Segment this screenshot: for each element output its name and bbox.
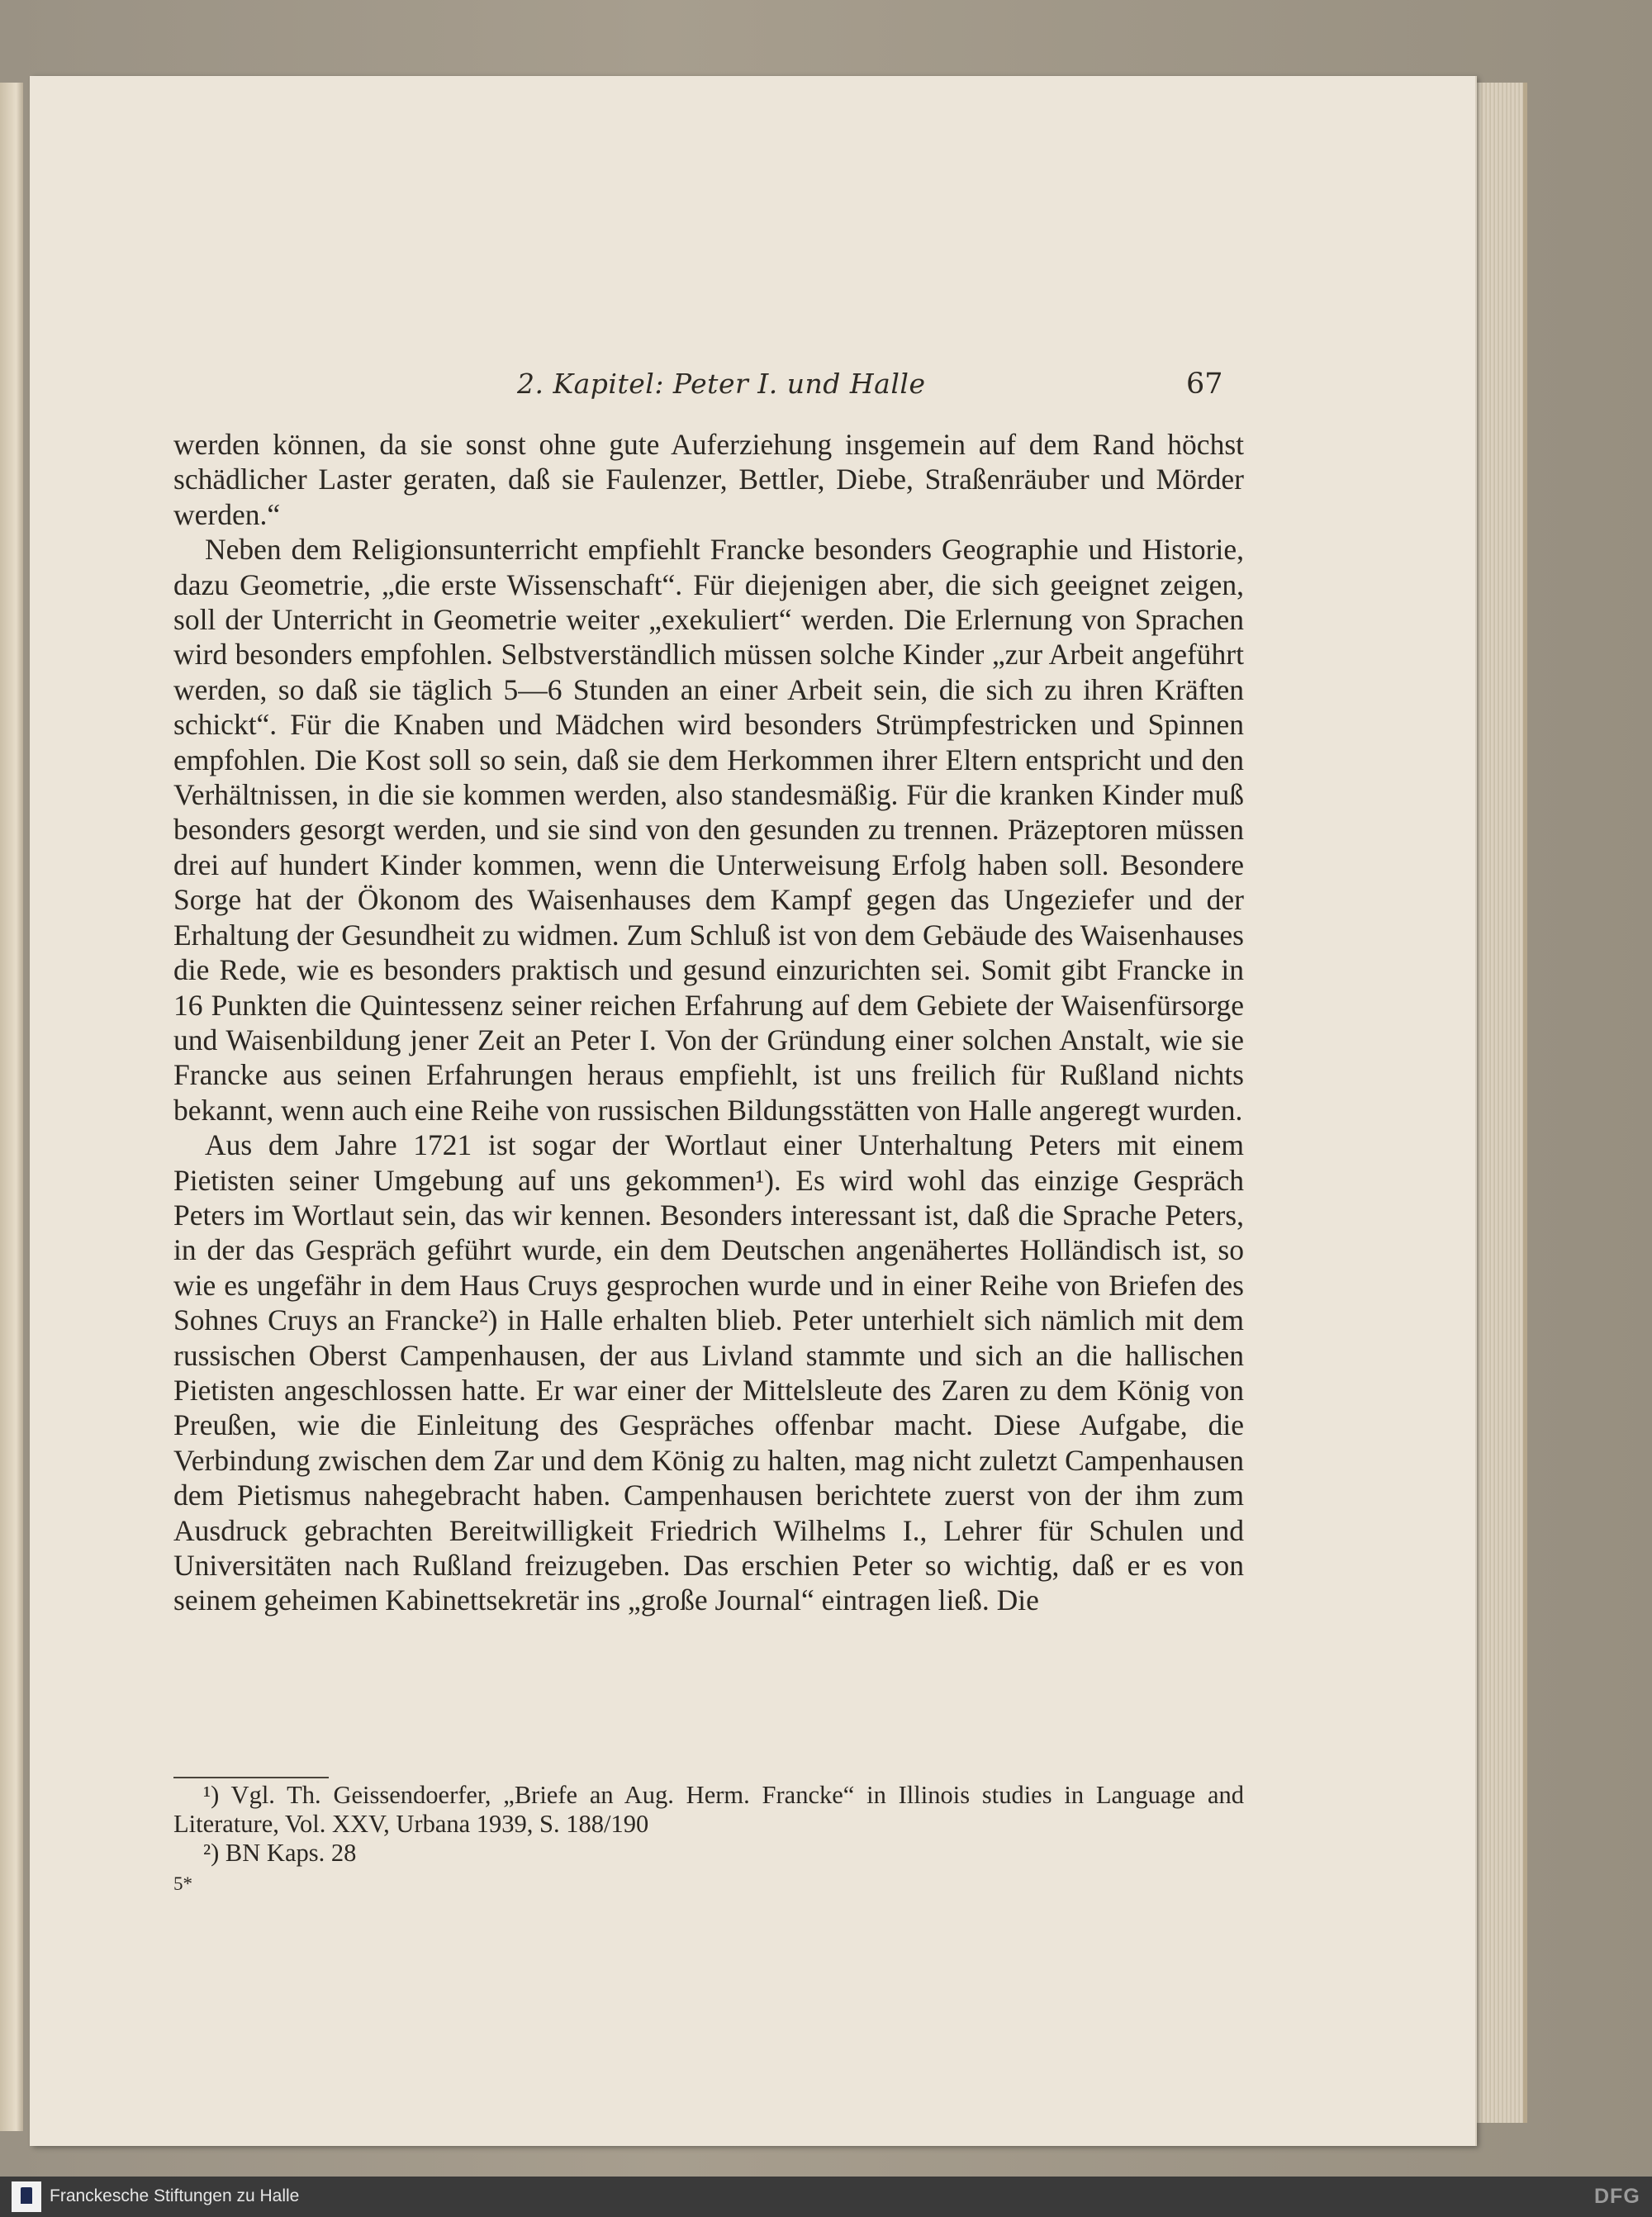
book-page bbox=[30, 76, 1475, 2146]
footnotes bbox=[173, 1781, 1244, 1868]
paragraph: Aus dem Jahre 1721 ist sogar der Wortlaut einer Unterhaltung Peters mit einem Pietisten seiner Umgebung auf uns gekommen¹). Es wird wohl das einzige Gespräch Peters im Wortlaut sein, das wir kennen. Besonders interessant ist, daß die Sprache Peters, in der das Gespräch geführt wurde, ein dem Deutschen angenähertes Holländisch ist, so wie es ungefähr in dem Haus Cruys gesprochen wurde und in einer Reihe von Briefen des Sohnes Cruys an Francke²) in Halle erhalten blieb. Peter unterhielt sich nämlich mit dem russischen Oberst Campenhausen, der aus Livland stammte und sich an die hallischen Pietisten angeschlossen hatte. Er war einer der Mittelsleute des Zaren zu dem König von Preußen, wie die Einleitung des Gespräches offenbar macht. Diese Aufgabe, die Verbindung zwischen dem Zar und dem König zu halten, mag nicht zuletzt Campenhausen dem Pietismus nahegebracht haben. Campenhausen berichtete zuerst von der ihm zum Ausdruck gebrachten Bereitwilligkeit Friedrich Wilhelms I., Lehrer für Schulen und Universitäten nach Rußland freizugeben. Das erschien Peter so wichtig, daß er es von seinem geheimen Kabinettsekretär ins „große Journal“ eintragen ließ. Die bbox=[173, 1128, 1244, 1617]
left-page-edge bbox=[0, 83, 23, 2131]
running-title: 2. Kapitel: Peter I. und Halle bbox=[517, 368, 926, 400]
dfg-logo-icon[interactable]: DFG bbox=[1594, 2185, 1640, 2208]
institution-logo-icon[interactable] bbox=[12, 2181, 41, 2212]
running-head bbox=[30, 368, 1475, 409]
footnote-rule bbox=[173, 1777, 329, 1778]
body-text bbox=[173, 427, 1244, 1618]
paragraph: werden können, da sie sonst ohne gute Auferziehung insgemein auf dem Rand höchst schädlicher Laster geraten, daß sie Faulenzer, Bettler, Diebe, Straßenräuber und Mörder werden.“ bbox=[173, 428, 1244, 531]
page-number: 67 bbox=[1186, 368, 1223, 401]
sheet-signature-mark: 5* bbox=[173, 1873, 192, 1894]
page-block-edges bbox=[1475, 83, 1527, 2123]
institution-name[interactable]: Franckesche Stiftungen zu Halle bbox=[50, 2186, 300, 2205]
paragraph: Neben dem Religionsunterricht empfiehlt Francke besonders Geographie und Historie, dazu Geometrie, „die erste Wissenschaft“. Für diejenigen aber, die sich geeignet zeigen, soll der Unterricht in Geometrie weiter „exekuliert“ werden. Die Erlernung von Sprachen wird besonders empfohlen. Selbstverständlich müssen solche Kinder „zur Arbeit angeführt werden, so daß sie täglich 5—6 Stunden an einer Arbeit sein, die sich zu ihren Kräften schickt“. Für die Knaben und Mädchen wird besonders Strümpfestricken und Spinnen empfohlen. Die Kost soll so sein, daß sie dem Herkommen ihrer Eltern entspricht und den Verhältnissen, in die sie kommen werden, also standesmäßig. Für die kranken Kinder muß besonders gesorgt werden, und sie sind von den gesunden zu trennen. Präzeptoren müssen drei auf hundert Kinder kommen, wenn die Unterweisung Erfolg haben soll. Besondere Sorge hat der Ökonom des Waisenhauses dem Kampf gegen das Ungeziefer und der Erhaltung der Gesundheit zu widmen. Zum Schluß ist von dem Gebäude des Waisenhauses die Rede, wie es besonders praktisch und gesund einzurichten sei. Somit gibt Francke in 16 Punkten die Quintessenz seiner reichen Erfahrung auf dem Gebiete der Waisenfürsorge und Waisenbildung jener Zeit an Peter I. Von der Gründung einer solchen Anstalt, wie sie Francke aus seinen Erfahrungen heraus empfiehlt, ist uns freilich für Rußland nichts bekannt, wenn auch eine Reihe von russischen Bildungsstätten von Halle angeregt wurden. bbox=[173, 533, 1244, 1127]
viewer-footer-bar bbox=[0, 2177, 1652, 2217]
footnote: ¹) Vgl. Th. Geissendoerfer, „Briefe an Aug. Herm. Francke“ in Illinois studies in Language and Literature, Vol. XXV, Urbana 1939, S. 188/190 bbox=[173, 1781, 1244, 1838]
footnote: ²) BN Kaps. 28 bbox=[203, 1839, 357, 1867]
